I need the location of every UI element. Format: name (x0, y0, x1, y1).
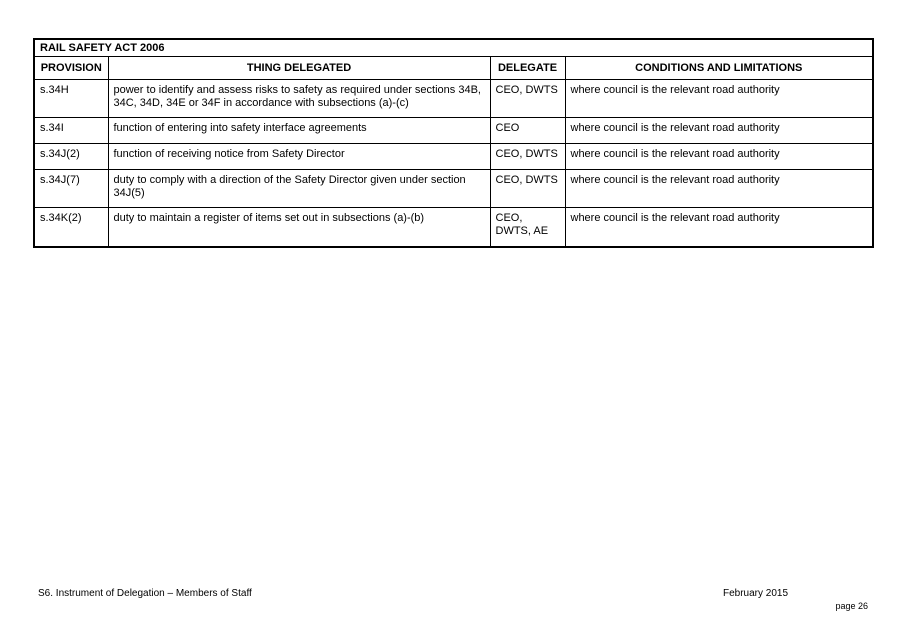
footer-doc-title: S6. Instrument of Delegation – Members of Staff (38, 588, 252, 599)
cell-thing-delegated: function of receiving notice from Safety Director (108, 144, 490, 170)
footer-page-number: page 26 (835, 601, 868, 611)
footer-date: February 2015 (723, 588, 789, 599)
table-row (34, 170, 873, 208)
cell-thing-delegated: power to identify and assess risks to safety as required under sections 34B, 34C, 34D, 34E or 34F in accordance with subsections (a)-(c) (108, 80, 490, 118)
cell-delegate: CEO, DWTS (490, 80, 565, 118)
table-row (34, 118, 873, 144)
cell-provision: s.34K(2) (34, 208, 108, 247)
cell-provision: s.34J(7) (34, 170, 108, 208)
cell-provision: s.34H (34, 80, 108, 118)
cell-conditions: where council is the relevant road authority (565, 80, 873, 118)
cell-delegate: CEO, DWTS (490, 144, 565, 170)
cell-delegate: CEO, DWTS (490, 170, 565, 208)
col-header-provision: PROVISION (34, 57, 108, 80)
cell-conditions: where council is the relevant road authority (565, 170, 873, 208)
table-title-row (34, 39, 873, 57)
cell-delegate: CEO (490, 118, 565, 144)
table-header-row (34, 57, 873, 80)
cell-thing-delegated: duty to maintain a register of items set out in subsections (a)-(b) (108, 208, 490, 247)
table-row (34, 144, 873, 170)
cell-provision: s.34I (34, 118, 108, 144)
col-header-thing-delegated: THING DELEGATED (108, 57, 490, 80)
cell-thing-delegated: function of entering into safety interface agreements (108, 118, 490, 144)
col-header-delegate: DELEGATE (490, 57, 565, 80)
table-title: RAIL SAFETY ACT 2006 (34, 39, 873, 57)
cell-conditions: where council is the relevant road authority (565, 144, 873, 170)
table-row (34, 208, 873, 247)
cell-conditions: where council is the relevant road authority (565, 118, 873, 144)
cell-thing-delegated: duty to comply with a direction of the Safety Director given under section 34J(5) (108, 170, 490, 208)
cell-delegate: CEO, DWTS, AE (490, 208, 565, 247)
table-row (34, 80, 873, 118)
delegation-table (33, 38, 874, 248)
cell-provision: s.34J(2) (34, 144, 108, 170)
col-header-conditions: CONDITIONS AND LIMITATIONS (565, 57, 873, 80)
cell-conditions: where council is the relevant road authority (565, 208, 873, 247)
